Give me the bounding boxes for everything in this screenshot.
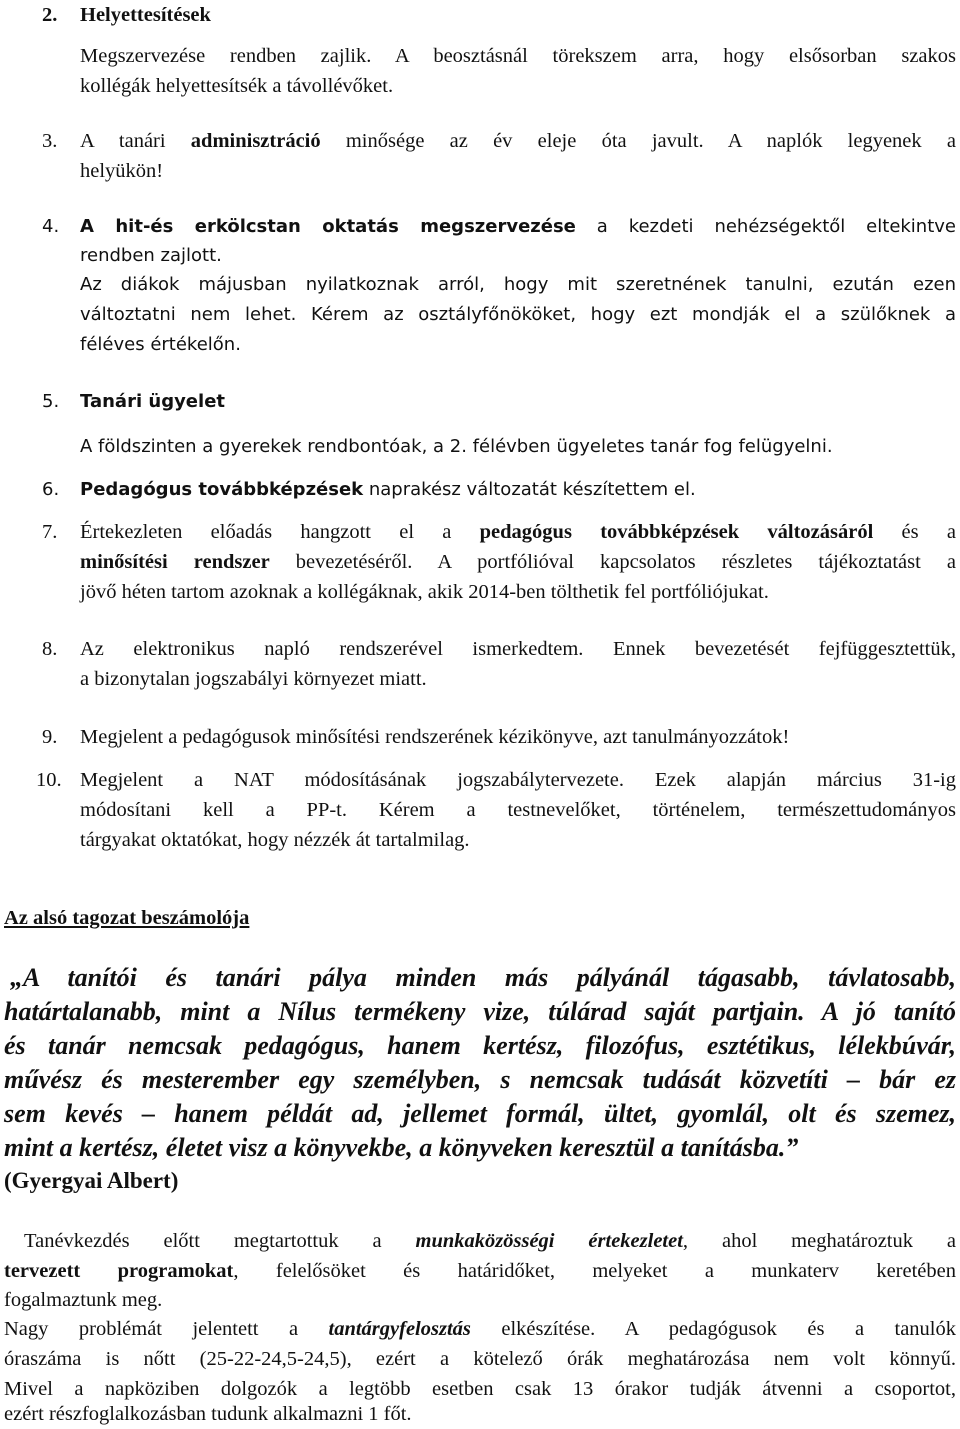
section-number: 2. [42, 4, 58, 26]
section-title: Helyettesítések [80, 4, 211, 26]
section-number: 3. [42, 130, 58, 152]
document-page: 2. Helyettesítések Megszervezése rendben zajlik. A beosztásnál törekszem arra, hogy elsősorban szakos kollégák helyettesítsék a távollévőket. 3. A tanári adminisztráció minősége az év eleje óta javult. A naplók legyenek a helyükön! 4. A hit-és erkölcstan oktatás megszervezése a kezdeti nehézségektől eltekintve rendben zajlott. Az diákok májusban nyilatkoznak arról, hogy mit szeretnének tanulni, ezután ezen változtatni nem lehet. Kérem az osztályfőnököket, hogy ezt mondják el a szülőknek a féléves értékelőn. 5. Tanári ügyelet A földszinten a gyerekek rendbontóak, a 2. félévben ügyeletes tanár fog felügyelni. 6. Pedagógus továbbképzések naprakész változatát készítettem el. 7. Értekezleten előadás hangzott el a pedagógus továbbképzések változásáról és a minősítési rendszer bevezetéséről. A portfólióval kapcsolatos részletes tájékoztatást a jövő héten tartom azoknak a kollégáknak, akik 2014-ben tölthetik fel portfóliójukat. 8. Az elektronikus napló rendszerével ismerkedtem. Ennek bevezetését fejfüggesztettük, a bizonytalan jogszabályi környezet miatt. 9. Megjelent a pedagógusok minősítési rendszerének kézikönyve, azt tanulmányozzátok! 10. Megjelent a NAT módosításának jogszabálytervezete. Ezek alapján március 31-ig módosítani kell a PP-t. Kérem a testnevelőket, történelem, természettudományos tárgyakat oktatókat, hogy nézzék át tartalmilag. Az alsó tagozat beszámolója „A tanítói és tanári pálya minden más pályánál tágasabb, távlatosabb, határtalanabb, mint a Nílus termékeny vize, túlárad saját partjain. A jó tanító és tanár nemcsak pedagógus, hanem kertész, filozófus, esztétikus, lélekbúvár, művész és mesterember egy személyben, s nemcsak tudását közvetíti – bár ez sem kevés – hanem példát ad, jellemet formál, ültet, gyomlál, olt és szemez, mint a kertész, életet visz a könyvekbe, a könyveken keresztül a tanításba.” (Gyergyai Albert) Tanévkezdés előtt megtartottuk a munkaközösségi értekezletet, ahol meghatároztuk a tervezett programokat, felelősöket és határidőket, melyeket a munkaterv keretében fogalmaztunk meg. Nagy problémát jelentett a tantárgyfelosztás elkészítése. A pedagógusok és a tanulók óraszáma is nőtt (25-22-24,5-24,5), ezért a kötelező órák meghatározása nem volt könnyű. Mivel a napköziben dolgozók a legtöbb esetben csak 13 órakor tudják átvenni a csoportot, ezért részfoglalkozásban tudunk alkalmazni 1 főt. [0, 0, 960, 1428]
section-number: 9. [42, 726, 58, 748]
section-number: 4. [42, 216, 60, 237]
section-number: 7. [42, 521, 58, 543]
section-number: 8. [42, 638, 58, 660]
page-heading: Az alsó tagozat beszámolója [4, 907, 250, 929]
section-title: Tanári ügyelet [80, 391, 226, 412]
section-number: 5. [42, 391, 60, 412]
section-number: 6. [42, 479, 60, 500]
section-number: 10. [36, 769, 62, 791]
